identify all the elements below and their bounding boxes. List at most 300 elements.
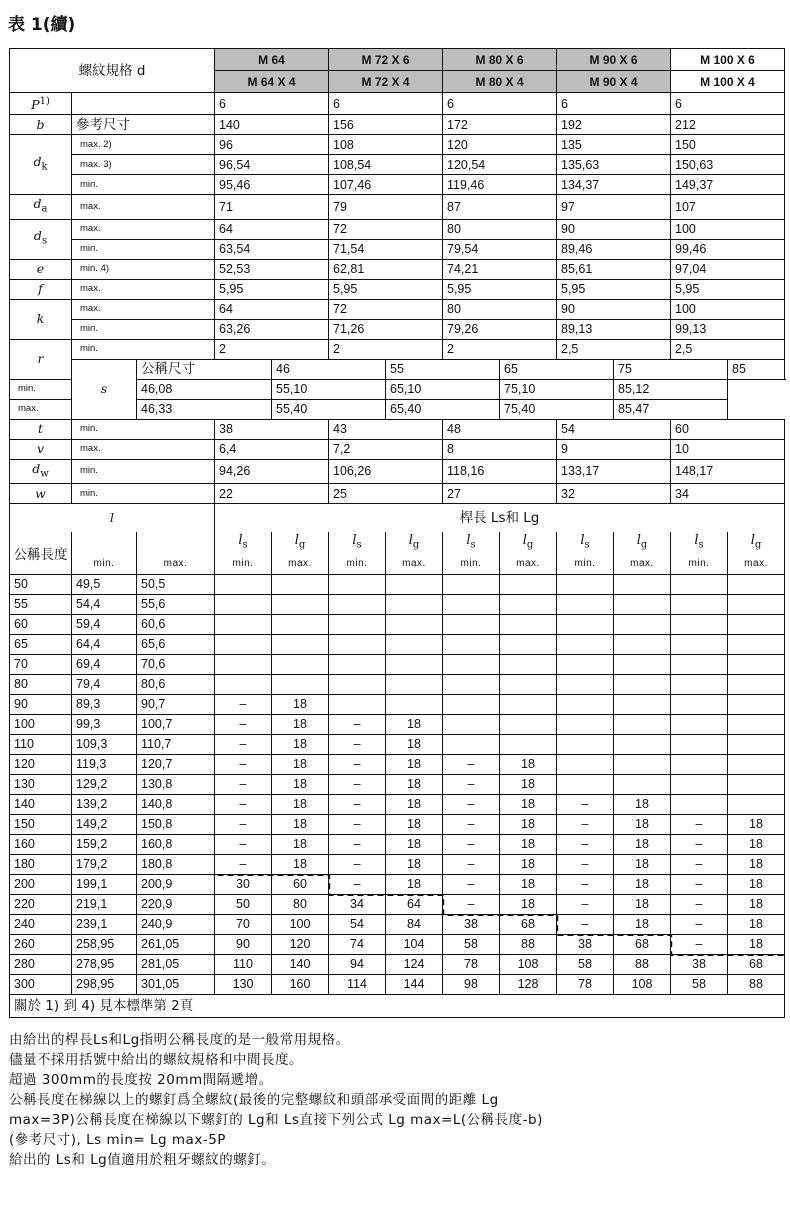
length-row <box>10 754 785 774</box>
lg-value <box>614 694 671 714</box>
dim-value: 85,12 <box>614 379 728 399</box>
lg-value <box>728 594 785 614</box>
ls-value <box>557 594 614 614</box>
length-min: 89,3 <box>72 694 137 714</box>
dim-row <box>10 259 785 279</box>
lg-value: 18 <box>500 794 557 814</box>
lg-value: 68 <box>614 934 671 954</box>
length-row <box>10 734 785 754</box>
lg-header <box>272 532 329 555</box>
min-header: min. <box>329 555 386 575</box>
lg-value: 18 <box>386 834 443 854</box>
length-row <box>10 934 785 954</box>
length-min: 129,2 <box>72 774 137 794</box>
ls-value: – <box>443 834 500 854</box>
lg-header <box>728 532 785 555</box>
dim-value: 54 <box>557 419 671 439</box>
length-min: 109,3 <box>72 734 137 754</box>
ls-value <box>671 714 728 734</box>
lg-value: 140 <box>272 954 329 974</box>
dim-value: 150 <box>671 135 785 155</box>
length-row <box>10 874 785 894</box>
dim-note: 參考尺寸 <box>72 115 215 135</box>
dim-value: 90 <box>557 219 671 239</box>
spec-coarse: M 90 X 6 <box>557 49 671 71</box>
min-header: min. <box>443 555 500 575</box>
dim-value: 89,46 <box>557 239 671 259</box>
ls-value <box>329 654 386 674</box>
length-row <box>10 574 785 594</box>
length-max: 301,05 <box>137 974 215 994</box>
dim-value: 2,5 <box>557 339 671 359</box>
table-title: 表 1(續) <box>8 15 76 35</box>
dim-row <box>10 115 785 135</box>
length-min: 64,4 <box>72 634 137 654</box>
dim-value: 107,46 <box>329 175 443 195</box>
lg-value: 18 <box>500 854 557 874</box>
dim-row <box>10 459 785 484</box>
length-max: 65,6 <box>137 634 215 654</box>
lg-value <box>614 634 671 654</box>
lg-value: 104 <box>386 934 443 954</box>
min-header: min. <box>72 555 137 575</box>
ls-value: 54 <box>329 914 386 934</box>
dim-value: 55,40 <box>272 399 386 419</box>
ls-value <box>443 634 500 654</box>
dim-value: 64 <box>215 219 329 239</box>
ls-letter: l <box>694 533 699 549</box>
lg-sub: g <box>526 539 534 551</box>
ls-value: – <box>557 874 614 894</box>
ls-value <box>557 674 614 694</box>
ls-letter: l <box>580 533 585 549</box>
ls-value: – <box>671 914 728 934</box>
dim-row <box>10 439 785 459</box>
dim-value: 46,08 <box>137 379 272 399</box>
dim-value: 5,95 <box>329 279 443 299</box>
note-line: max=3P)公稱長度在梯線以下螺釘的 Lg和 Ls直接下列公式 Lg max=L(公稱長度-b) <box>9 1112 543 1128</box>
ls-value <box>671 574 728 594</box>
dim-value: 140 <box>215 115 329 135</box>
dim-symbol <box>10 419 72 439</box>
dim-symbol-text: d <box>32 460 41 476</box>
dim-value: 89,13 <box>557 319 671 339</box>
dim-symbol <box>10 115 72 135</box>
lg-value <box>386 654 443 674</box>
ls-value <box>671 654 728 674</box>
length-min: 49,5 <box>72 574 137 594</box>
dim-value: 106,26 <box>329 459 443 484</box>
ls-value: 34 <box>329 894 386 914</box>
lg-value: 84 <box>386 914 443 934</box>
lg-value <box>500 634 557 654</box>
spec-fine: M 64 X 4 <box>215 71 329 93</box>
ls-value: – <box>329 734 386 754</box>
length-row <box>10 794 785 814</box>
lg-value <box>386 674 443 694</box>
ls-value <box>215 614 272 634</box>
min-header: min. <box>557 555 614 575</box>
dim-note: max. <box>72 219 215 239</box>
dim-value: 8 <box>443 439 557 459</box>
lg-value <box>614 594 671 614</box>
lg-value: 88 <box>728 974 785 994</box>
length-min: 239,1 <box>72 914 137 934</box>
lg-value <box>728 774 785 794</box>
ls-value: – <box>329 714 386 734</box>
ls-value <box>329 594 386 614</box>
lg-value: 18 <box>500 894 557 914</box>
length-max: 140,8 <box>137 794 215 814</box>
lg-value: 18 <box>500 874 557 894</box>
spec-fine: M 72 X 4 <box>329 71 443 93</box>
lg-value <box>614 674 671 694</box>
dim-value: 6 <box>215 93 329 115</box>
dim-value: 120,54 <box>443 155 557 175</box>
ls-value <box>215 674 272 694</box>
ls-value: – <box>443 894 500 914</box>
lg-value: 68 <box>500 914 557 934</box>
dim-value: 133,17 <box>557 459 671 484</box>
ls-value: – <box>557 814 614 834</box>
spec-coarse: M 80 X 6 <box>443 49 557 71</box>
ls-value <box>329 694 386 714</box>
ls-value <box>671 754 728 774</box>
ls-value: – <box>557 914 614 934</box>
ls-value: 74 <box>329 934 386 954</box>
ls-value <box>443 694 500 714</box>
dim-value: 34 <box>671 484 785 504</box>
length-row <box>10 614 785 634</box>
dim-value: 65,40 <box>386 399 500 419</box>
dim-value: 95,46 <box>215 175 329 195</box>
lg-value <box>272 614 329 634</box>
dim-note: min. <box>72 319 215 339</box>
dim-value: 72 <box>329 219 443 239</box>
ls-value: – <box>215 714 272 734</box>
length-min: 199,1 <box>72 874 137 894</box>
ls-value <box>671 794 728 814</box>
dim-value: 63,26 <box>215 319 329 339</box>
dim-value: 87 <box>443 195 557 220</box>
dim-value: 172 <box>443 115 557 135</box>
ls-sub: s <box>242 539 248 551</box>
ls-value: – <box>671 874 728 894</box>
length-max: 180,8 <box>137 854 215 874</box>
dim-value: 48 <box>443 419 557 439</box>
max-header: max. <box>137 555 215 575</box>
dim-symbol <box>10 93 72 115</box>
ls-value: – <box>557 794 614 814</box>
ls-value <box>329 674 386 694</box>
lg-value: 18 <box>272 834 329 854</box>
dim-value: 2,5 <box>671 339 785 359</box>
ls-value: 78 <box>557 974 614 994</box>
note-line: 公稱長度在梯線以上的螺釘爲全螺紋(最後的完整螺紋和頭部承受面間的距離 Lg <box>9 1092 499 1108</box>
length-max: 220,9 <box>137 894 215 914</box>
dim-row <box>10 155 785 175</box>
length-max: 100,7 <box>137 714 215 734</box>
dim-note: min. <box>72 484 215 504</box>
dim-value: 149,37 <box>671 175 785 195</box>
ls-value <box>557 574 614 594</box>
note-line: 超過 300mm的長度按 20mm間隔遞增。 <box>9 1072 273 1088</box>
ls-value <box>557 734 614 754</box>
lg-value <box>500 734 557 754</box>
ls-value <box>557 634 614 654</box>
lg-value: 18 <box>728 894 785 914</box>
dim-symbol-text: v <box>36 441 45 457</box>
dim-value: 27 <box>443 484 557 504</box>
lg-value <box>728 574 785 594</box>
ls-value: – <box>671 814 728 834</box>
l-symbol: l <box>10 504 215 533</box>
length-max: 200,9 <box>137 874 215 894</box>
shank-title: 桿長 Ls和 Lg <box>215 504 785 533</box>
ls-value: 30 <box>215 874 272 894</box>
lg-value <box>614 574 671 594</box>
dim-symbol-sub: w <box>40 468 49 480</box>
lg-value <box>500 694 557 714</box>
dim-value: 32 <box>557 484 671 504</box>
dim-value: 25 <box>329 484 443 504</box>
length-max: 90,7 <box>137 694 215 714</box>
dim-note: min. <box>10 379 137 399</box>
length-row <box>10 654 785 674</box>
dim-symbol <box>10 259 72 279</box>
lg-value: 18 <box>272 694 329 714</box>
dim-value: 2 <box>443 339 557 359</box>
length-min: 258,95 <box>72 934 137 954</box>
lg-value <box>386 634 443 654</box>
lg-value: 18 <box>386 754 443 774</box>
dim-symbol-sup: 1) <box>39 96 50 107</box>
length-max: 150,8 <box>137 814 215 834</box>
dim-value: 6 <box>329 93 443 115</box>
nominal-length: 55 <box>10 594 72 614</box>
ls-value <box>215 594 272 614</box>
lg-letter: l <box>750 533 755 549</box>
lg-value: 18 <box>386 774 443 794</box>
nominal-length: 100 <box>10 714 72 734</box>
dim-value: 6 <box>443 93 557 115</box>
dim-value: 94,26 <box>215 459 329 484</box>
dim-value: 96 <box>215 135 329 155</box>
dim-value: 79 <box>329 195 443 220</box>
lg-value: 18 <box>386 794 443 814</box>
ls-value <box>671 634 728 654</box>
length-min: 54,4 <box>72 594 137 614</box>
lg-value: 18 <box>614 834 671 854</box>
lg-value <box>614 754 671 774</box>
nominal-length: 110 <box>10 734 72 754</box>
dim-value: 46 <box>272 359 386 379</box>
dim-value: 5,95 <box>443 279 557 299</box>
lg-value: 108 <box>500 954 557 974</box>
dim-value: 96,54 <box>215 155 329 175</box>
dim-value: 22 <box>215 484 329 504</box>
nominal-length: 240 <box>10 914 72 934</box>
ls-value: 58 <box>671 974 728 994</box>
dim-note: max. <box>72 439 215 459</box>
ls-value: – <box>557 834 614 854</box>
note-line: (參考尺寸), Ls min= Lg max-5P <box>9 1132 226 1148</box>
lg-value: 100 <box>272 914 329 934</box>
lg-value: 120 <box>272 934 329 954</box>
lg-value <box>500 674 557 694</box>
dim-symbol-text: P <box>31 97 40 113</box>
dim-symbol-text: r <box>37 351 44 367</box>
dim-value: 5,95 <box>215 279 329 299</box>
lg-value: 144 <box>386 974 443 994</box>
ls-value <box>215 654 272 674</box>
nominal-length-label: 公稱長度 <box>10 532 72 574</box>
length-max: 281,05 <box>137 954 215 974</box>
dim-value: 65 <box>500 359 614 379</box>
ls-value: – <box>215 734 272 754</box>
lg-value: 18 <box>500 814 557 834</box>
dim-symbol-text: e <box>36 261 45 277</box>
lg-value: 88 <box>500 934 557 954</box>
dim-note: max. 2) <box>72 135 215 155</box>
lg-value <box>272 654 329 674</box>
dim-value: 99,13 <box>671 319 785 339</box>
dim-value: 135 <box>557 135 671 155</box>
ls-value: 78 <box>443 954 500 974</box>
ls-value: – <box>443 874 500 894</box>
dim-note: max. <box>72 299 215 319</box>
ls-value <box>557 654 614 674</box>
ls-value: – <box>671 854 728 874</box>
lg-value <box>500 654 557 674</box>
dim-symbol-text: w <box>35 485 46 501</box>
dim-value: 99,46 <box>671 239 785 259</box>
lg-value: 18 <box>386 874 443 894</box>
dim-row <box>10 195 785 220</box>
dim-value: 52,53 <box>215 259 329 279</box>
dim-value: 85,61 <box>557 259 671 279</box>
lg-value <box>272 574 329 594</box>
ls-value: 98 <box>443 974 500 994</box>
ls-value: – <box>443 794 500 814</box>
ls-value <box>443 674 500 694</box>
ls-value: 50 <box>215 894 272 914</box>
ls-value: 110 <box>215 954 272 974</box>
lg-value: 18 <box>728 874 785 894</box>
length-min: 159,2 <box>72 834 137 854</box>
dim-value: 80 <box>443 219 557 239</box>
ls-header <box>671 532 728 555</box>
lg-value <box>500 714 557 734</box>
dim-note: max. 3) <box>72 155 215 175</box>
lg-value: 18 <box>272 714 329 734</box>
ls-value: – <box>215 794 272 814</box>
dim-value: 148,17 <box>671 459 785 484</box>
lg-value: 18 <box>386 814 443 834</box>
ls-value: 58 <box>443 934 500 954</box>
dim-row <box>10 239 785 259</box>
lg-value: 18 <box>728 914 785 934</box>
dim-note: min. <box>72 419 215 439</box>
spec-coarse: M 64 <box>215 49 329 71</box>
length-max: 55,6 <box>137 594 215 614</box>
length-row <box>10 914 785 934</box>
ls-value <box>443 574 500 594</box>
max-header: max. <box>728 555 785 575</box>
dim-value: 75 <box>614 359 728 379</box>
ls-sub: s <box>470 539 476 551</box>
note-line: 儘量不採用括號中給出的螺紋規格和中間長度。 <box>9 1052 303 1068</box>
dim-note: min. <box>72 459 215 484</box>
ls-value <box>671 694 728 714</box>
lg-value: 18 <box>614 914 671 934</box>
lg-value: 160 <box>272 974 329 994</box>
ls-letter: l <box>238 533 243 549</box>
min-header: min. <box>215 555 272 575</box>
dim-value: 100 <box>671 299 785 319</box>
dim-symbol <box>10 135 72 195</box>
nominal-length: 150 <box>10 814 72 834</box>
ls-value <box>557 694 614 714</box>
lg-value <box>272 594 329 614</box>
dim-value: 192 <box>557 115 671 135</box>
dim-symbol-text: k <box>36 311 45 327</box>
ls-value: 70 <box>215 914 272 934</box>
bolt-dimension-table <box>9 48 785 1018</box>
ls-value <box>443 734 500 754</box>
lg-value <box>386 614 443 634</box>
ls-value: – <box>443 854 500 874</box>
length-row <box>10 674 785 694</box>
dim-value: 97,04 <box>671 259 785 279</box>
ls-header <box>329 532 386 555</box>
ls-letter: l <box>352 533 357 549</box>
length-min: 69,4 <box>72 654 137 674</box>
dim-value: 85,47 <box>614 399 728 419</box>
ls-value <box>443 654 500 674</box>
ls-letter: l <box>466 533 471 549</box>
dim-value: 134,37 <box>557 175 671 195</box>
lg-value: 18 <box>614 894 671 914</box>
lg-header <box>614 532 671 555</box>
nominal-length: 280 <box>10 954 72 974</box>
lg-value: 18 <box>272 814 329 834</box>
dim-value: 100 <box>671 219 785 239</box>
dim-value: 38 <box>215 419 329 439</box>
length-row <box>10 834 785 854</box>
lg-value <box>500 594 557 614</box>
dim-value: 71 <box>215 195 329 220</box>
length-max: 110,7 <box>137 734 215 754</box>
length-row <box>10 694 785 714</box>
nominal-length: 140 <box>10 794 72 814</box>
lg-value <box>272 674 329 694</box>
lg-value: 18 <box>728 814 785 834</box>
lg-value: 18 <box>728 854 785 874</box>
dim-value: 63,54 <box>215 239 329 259</box>
dim-note: min. <box>72 239 215 259</box>
ls-value: – <box>215 854 272 874</box>
nominal-length: 80 <box>10 674 72 694</box>
dim-note: min. <box>72 175 215 195</box>
dim-note: min. <box>72 339 215 359</box>
lg-value <box>614 774 671 794</box>
ls-value: – <box>329 754 386 774</box>
lg-sub: g <box>640 539 648 551</box>
lg-value <box>500 614 557 634</box>
ls-value <box>329 614 386 634</box>
ls-value: – <box>557 894 614 914</box>
